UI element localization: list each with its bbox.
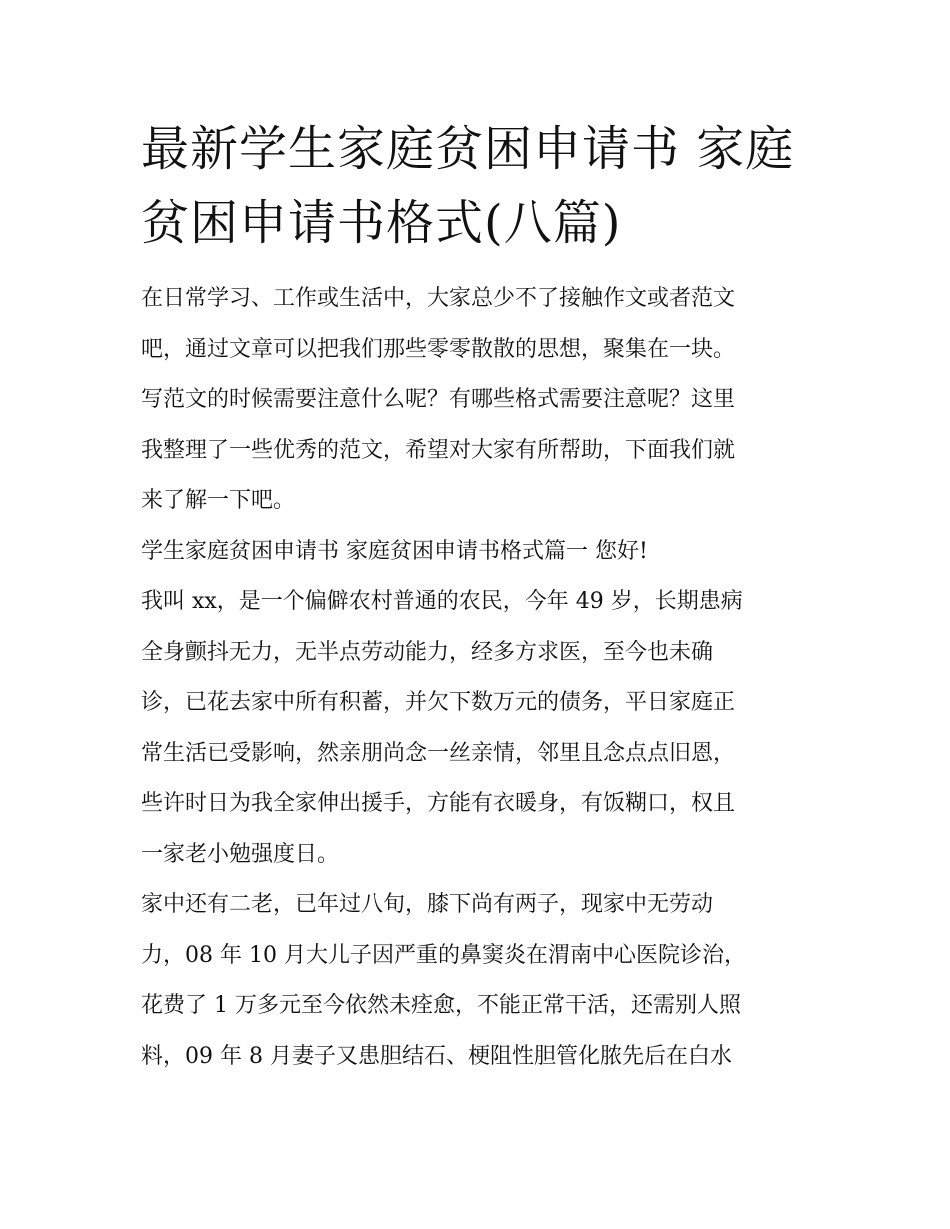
section-heading: 学生家庭贫困申请书 家庭贫困申请书格式篇一 您好! (141, 538, 648, 564)
intro-paragraph (141, 274, 821, 527)
document-title (141, 112, 821, 260)
body-paragraph-1 (141, 577, 821, 880)
text-line: 力，08 年 10 月大儿子因严重的鼻窦炎在渭南中心医院诊治， (141, 942, 746, 968)
text-line: 花费了 1 万多元至今依然未痊愈，不能正常干活，还需别人照 (141, 993, 741, 1018)
title-line: 最新学生家庭贫困申请书 家庭 (141, 121, 795, 177)
text-line: 我叫 xx，是一个偏僻农村普通的农民，今年 49 岁，长期患病 (141, 589, 743, 614)
text-line: 写范文的时候需要注意什么呢？有哪些格式需要注意呢？这里 (141, 387, 736, 412)
text-line: 一家老小勉强度日。 (141, 841, 340, 867)
text-line: 全身颤抖无力，无半点劳动能力，经多方求医，至今也未确 (141, 639, 714, 665)
text-line: 我整理了一些优秀的范文，希望对大家有所帮助，下面我们就 (141, 437, 736, 463)
text-line: 常生活已受影响，然亲朋尚念一丝亲情，邻里且念点点旧恩， (141, 740, 736, 766)
text-line: 些许时日为我全家伸出援手，方能有衣暖身，有饭糊口，权且 (141, 791, 736, 816)
body-paragraph-2 (141, 880, 821, 1082)
text-line: 来了解一下吧。 (141, 488, 296, 513)
text-line: 料，09 年 8 月妻子又患胆结石、梗阻性胆管化脓先后在白水 (141, 1043, 732, 1069)
title-line: 贫困申请书格式(八篇) (141, 195, 622, 251)
document-content (141, 112, 821, 1082)
text-line: 家中还有二老，已年过八旬，膝下尚有两子，现家中无劳动 (141, 892, 714, 917)
text-line: 在日常学习、工作或生活中，大家总少不了接触作文或者范文 (141, 286, 736, 311)
text-line: 吧，通过文章可以把我们那些零零散散的思想，聚集在一块。 (141, 336, 736, 362)
text-line: 诊，已花去家中所有积蓄，并欠下数万元的债务，平日家庭正 (141, 690, 736, 715)
